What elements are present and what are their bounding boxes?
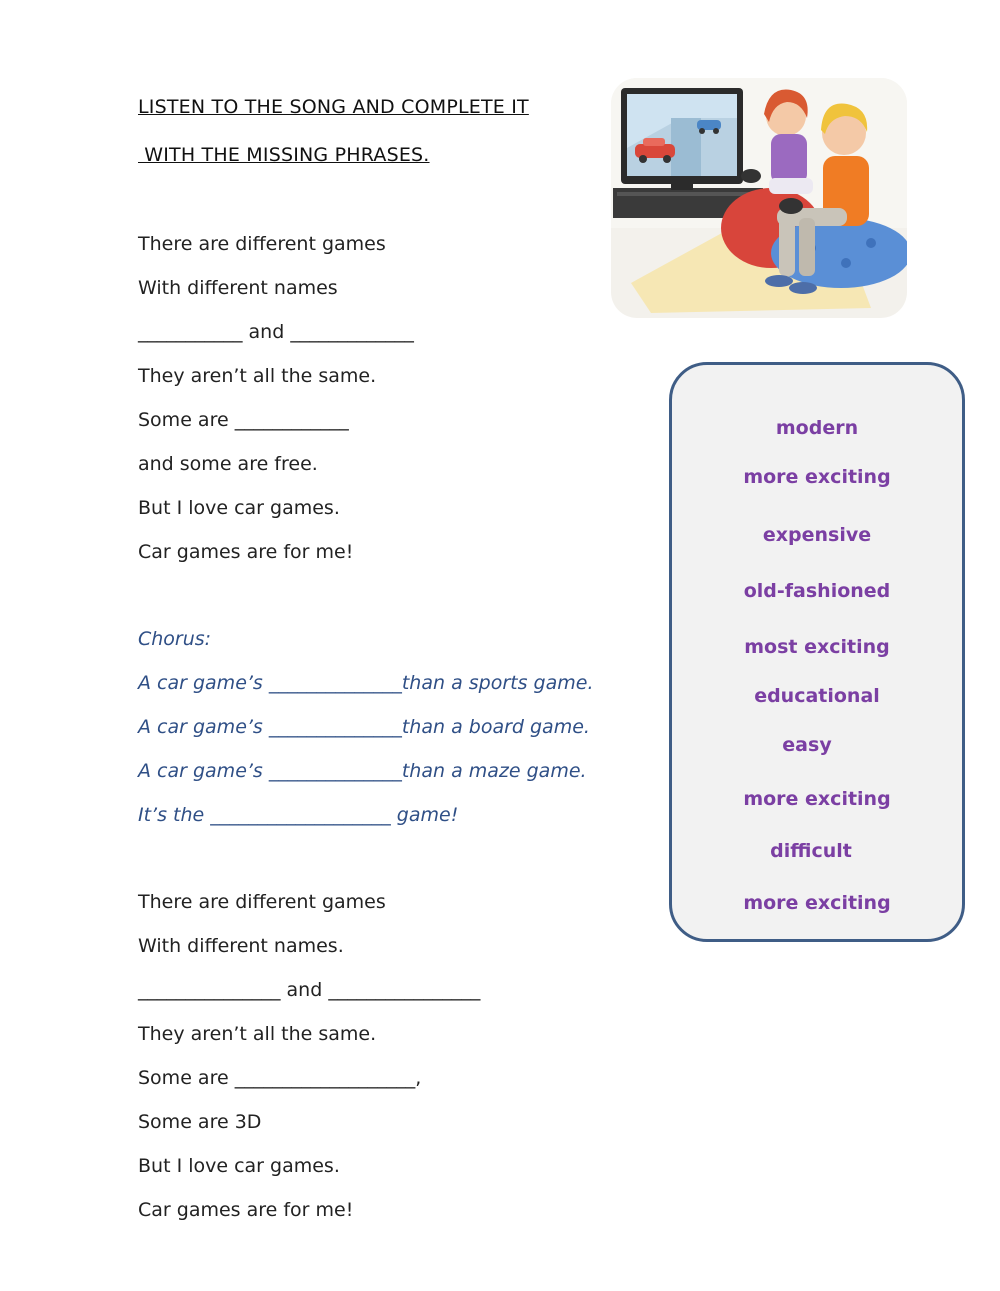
verse1-line: But I love car games.	[138, 497, 340, 519]
verse2-line: There are different games	[138, 891, 386, 913]
verse2-blank-line: _______________ and ________________	[138, 979, 481, 1001]
word-bank-item: difficult	[770, 840, 852, 862]
verse2-blank-line: Some are ___________________,	[138, 1067, 422, 1089]
verse2-line: But I love car games.	[138, 1155, 340, 1177]
word-bank-item: most exciting	[744, 636, 890, 658]
word-bank-item: old-fashioned	[743, 580, 891, 602]
verse2-line: With different names.	[138, 935, 344, 957]
verse1-blank-line: ___________ and _____________	[138, 321, 414, 343]
instruction-title-line-1: LISTEN TO THE SONG AND COMPLETE IT	[138, 96, 529, 118]
chorus-blank-line: A car game’s ______________than a maze game.	[138, 760, 587, 782]
word-bank-item: easy	[782, 734, 832, 756]
chorus-blank-line: It’s the ___________________ game!	[138, 804, 459, 826]
word-bank-item: more exciting	[743, 892, 891, 914]
word-bank-item: more exciting	[743, 466, 891, 488]
verse1-line: Car games are for me!	[138, 541, 354, 563]
verse2-line: They aren’t all the same.	[138, 1023, 377, 1045]
kids-playing-video-game-illustration	[611, 78, 907, 318]
word-bank-item: expensive	[762, 524, 872, 546]
chorus-blank-line: A car game’s ______________than a board game.	[138, 716, 590, 738]
word-bank-item: educational	[754, 685, 880, 707]
verse1-blank-line: Some are ____________	[138, 409, 349, 431]
chorus-heading: Chorus:	[138, 628, 212, 650]
verse1-line: With different names	[138, 277, 338, 299]
verse1-line: There are different games	[138, 233, 386, 255]
verse1-line: They aren’t all the same.	[138, 365, 377, 387]
word-bank-box	[669, 362, 965, 942]
word-bank-item: more exciting	[743, 788, 891, 810]
chorus-blank-line: A car game’s ______________than a sports game.	[138, 672, 594, 694]
verse2-line: Some are 3D	[138, 1111, 262, 1133]
word-bank-item: modern	[775, 417, 859, 439]
instruction-title-line-2: WITH THE MISSING PHRASES.	[138, 144, 430, 166]
verse2-line: Car games are for me!	[138, 1199, 354, 1221]
verse1-line: and some are free.	[138, 453, 318, 475]
